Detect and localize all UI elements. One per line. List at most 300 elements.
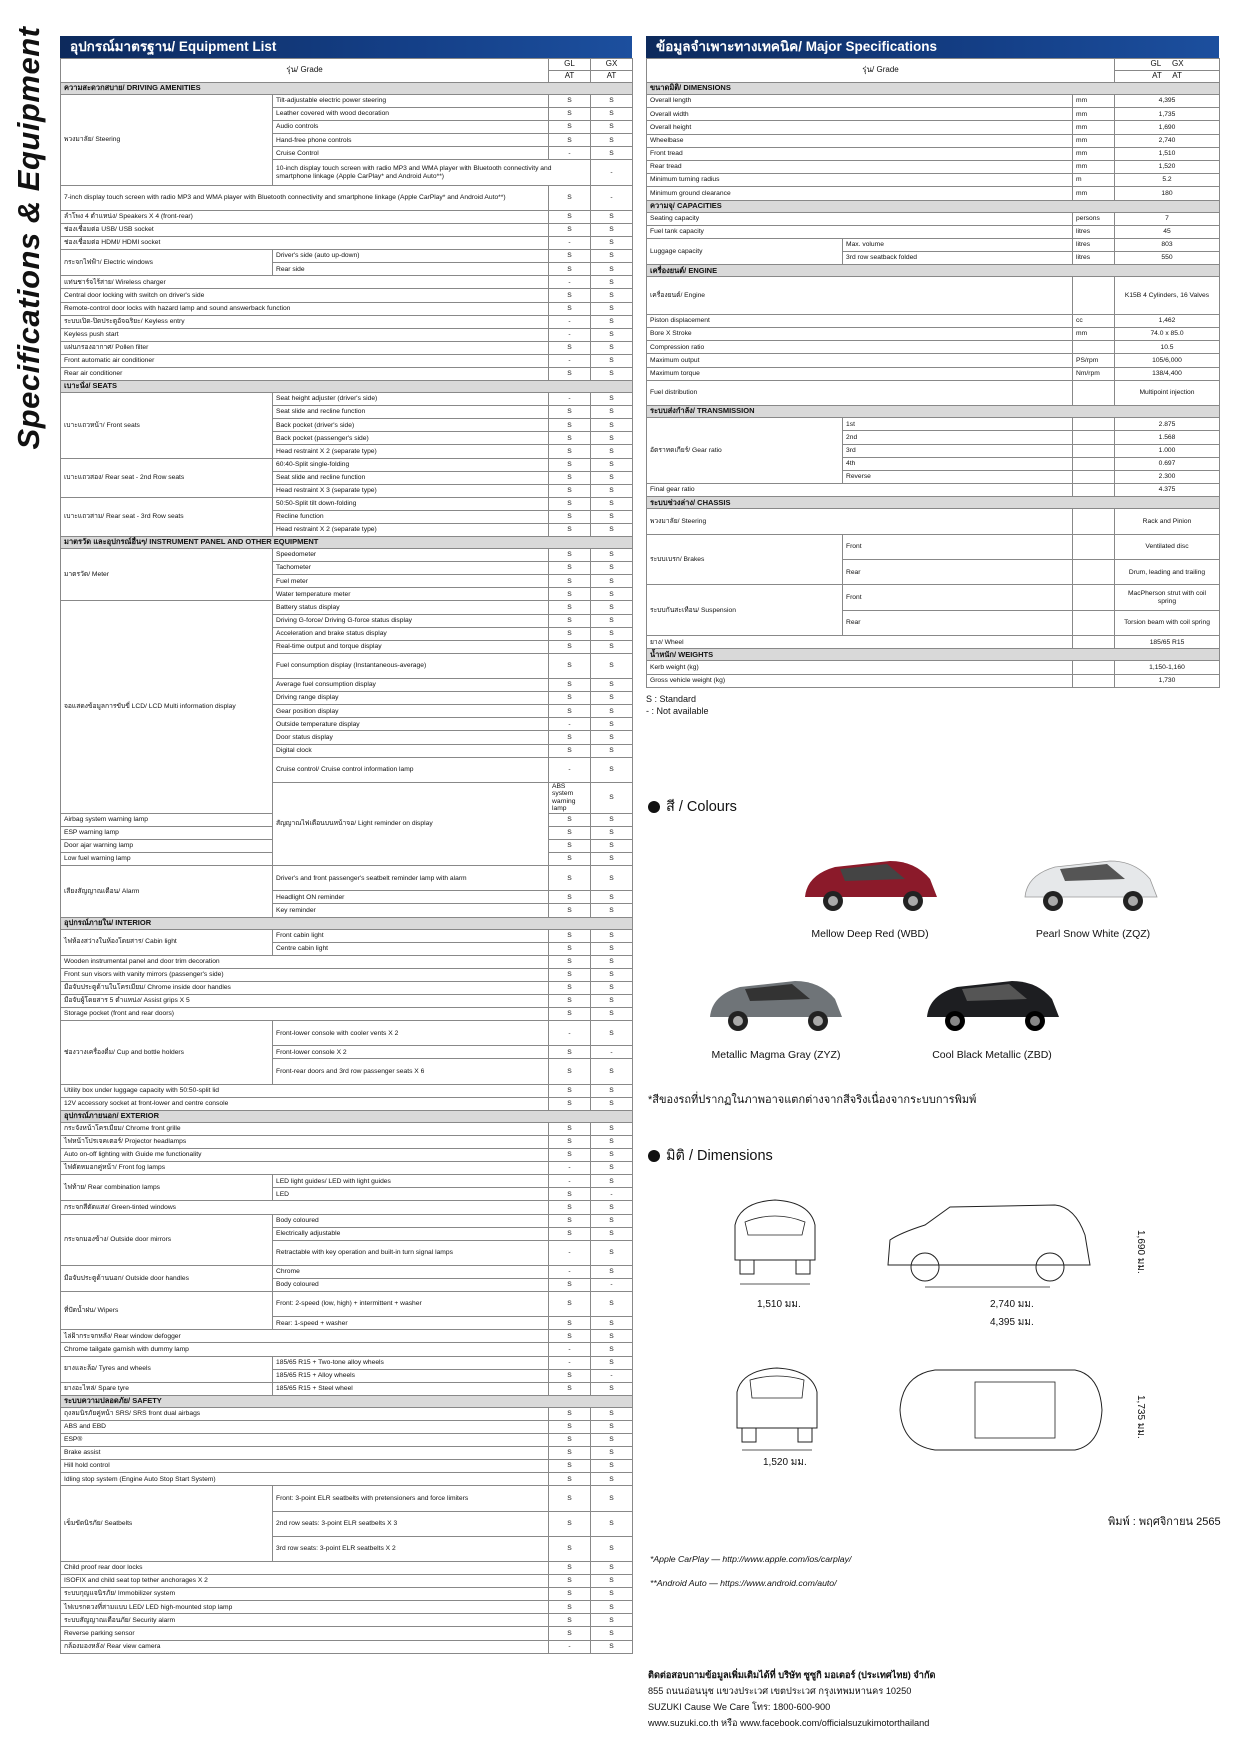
spec-value: Drum, leading and trailing xyxy=(1115,560,1220,585)
gx-value: S xyxy=(591,393,633,406)
spec-label: ยาง/ Wheel xyxy=(647,636,1073,649)
spec-unit xyxy=(1073,585,1115,610)
spec-unit xyxy=(1073,341,1115,354)
feature-group: พวงมาลัย/ Steering xyxy=(61,95,273,186)
feature-label: 7-inch display touch screen with radio MP3 and WMA player with Bluetooth connectivity and smartphone linkage (Apple CarPlay* and Android Auto**) xyxy=(61,185,549,210)
feature-detail: Acceleration and brake status display xyxy=(273,627,549,640)
feature-detail: Tachometer xyxy=(273,562,549,575)
section-row xyxy=(647,83,1220,95)
dim-rear-tread: 1,520 มม. xyxy=(763,1457,807,1468)
feature-detail: Headlight ON reminder xyxy=(273,891,549,904)
feature-detail: ESP warning lamp xyxy=(61,826,273,839)
print-date: พิมพ์ : พฤศจิกายน 2565 xyxy=(1108,1516,1221,1528)
gl-value: S xyxy=(549,302,591,315)
spec-unit xyxy=(1073,470,1115,483)
spec-group: อัตราทดเกียร์/ Gear ratio xyxy=(647,418,843,484)
spec-value: 550 xyxy=(1115,252,1220,265)
table-row xyxy=(61,1640,633,1653)
gx-value: S xyxy=(591,1059,633,1084)
table-row xyxy=(61,1601,633,1614)
table-row xyxy=(61,223,633,236)
spec-unit xyxy=(1073,418,1115,431)
spec-label: Overall width xyxy=(647,108,1073,121)
feature-label: ถุงลมนิรภัยคู่หน้า SRS/ SRS front dual airbags xyxy=(61,1407,549,1420)
gl-value: S xyxy=(549,263,591,276)
gx-value: S xyxy=(591,1149,633,1162)
feature-detail: Head restraint X 2 (separate type) xyxy=(273,524,549,537)
feature-detail: Rear side xyxy=(273,263,549,276)
section-row xyxy=(61,917,633,929)
spec-value: 105/6,000 xyxy=(1115,354,1220,367)
feature-group: ไฟห้องสว่างในห้องโดยสาร/ Cabin light xyxy=(61,929,273,955)
gl-value: S xyxy=(549,1601,591,1614)
spec-unit: mm xyxy=(1073,134,1115,147)
feature-group: มือจับประตูด้านนอก/ Outside door handles xyxy=(61,1265,273,1291)
spec-value: 1,510 xyxy=(1115,147,1220,160)
table-row xyxy=(61,968,633,981)
feature-detail: Airbag system warning lamp xyxy=(61,813,273,826)
gl-value: S xyxy=(549,471,591,484)
bullet-icon xyxy=(648,1150,660,1162)
section-title: ความจุ/ CAPACITIES xyxy=(647,200,1220,212)
gx-value: S xyxy=(591,315,633,328)
feature-detail: Retractable with key operation and built-in turn signal lamps xyxy=(273,1240,549,1265)
table-row xyxy=(61,302,633,315)
dim-width: 1,735 มม. xyxy=(1135,1395,1146,1439)
spec-value: 0.697 xyxy=(1115,457,1220,470)
gx-value: S xyxy=(591,210,633,223)
gl-value: - xyxy=(549,354,591,367)
gl-value: S xyxy=(549,1447,591,1460)
spec-unit: PS/rpm xyxy=(1073,354,1115,367)
feature-group: เข็มขัดนิรภัย/ Seatbelts xyxy=(61,1486,273,1562)
feature-label: Storage pocket (front and rear doors) xyxy=(61,1008,549,1021)
feature-detail: Head restraint X 3 (separate type) xyxy=(273,484,549,497)
gl-value: S xyxy=(549,1059,591,1084)
spec-unit: litres xyxy=(1073,238,1115,251)
gl-value: S xyxy=(549,813,591,826)
gx-value: S xyxy=(591,679,633,692)
gl-value: S xyxy=(549,432,591,445)
gl-value: S xyxy=(549,1486,591,1511)
equipment-banner: อุปกรณ์มาตรฐาน/ Equipment List xyxy=(60,36,632,58)
gl-value: S xyxy=(549,679,591,692)
table-row xyxy=(61,289,633,302)
gx-value: S xyxy=(591,1486,633,1511)
spec-label: Piston displacement xyxy=(647,314,1073,327)
gl-value: - xyxy=(549,393,591,406)
gx-value: S xyxy=(591,354,633,367)
spec-value: 2.875 xyxy=(1115,418,1220,431)
gl-value: S xyxy=(549,367,591,380)
table-row xyxy=(61,1447,633,1460)
gx-value: S xyxy=(591,653,633,678)
gx-value: - xyxy=(591,185,633,210)
grade-gl-sub: AT xyxy=(549,71,591,83)
gl-value: S xyxy=(549,853,591,866)
spec-unit xyxy=(1073,444,1115,457)
table-row xyxy=(647,187,1220,200)
gl-value: S xyxy=(549,627,591,640)
gl-value: S xyxy=(549,121,591,134)
table-row xyxy=(61,1434,633,1447)
gl-value: S xyxy=(549,614,591,627)
spec-unit xyxy=(1073,636,1115,649)
spec-detail: Reverse xyxy=(843,470,1073,483)
colour-label-black: Cool Black Metallic (ZBD) xyxy=(932,1049,1052,1061)
spec-label: Rear tread xyxy=(647,160,1073,173)
side-view-drawing xyxy=(880,1195,1100,1295)
spec-unit: Nm/rpm xyxy=(1073,367,1115,380)
feature-group: ยางและล้อ/ Tyres and wheels xyxy=(61,1356,273,1382)
gx-value: - xyxy=(591,1046,633,1059)
spec-unit: persons xyxy=(1073,212,1115,225)
table-row xyxy=(61,1382,633,1395)
section-row xyxy=(647,265,1220,277)
spec-unit xyxy=(1073,484,1115,497)
gl-value: - xyxy=(549,276,591,289)
legend-na: - : Not available xyxy=(646,705,709,716)
table-row xyxy=(61,1407,633,1420)
table-row xyxy=(647,354,1220,367)
footer-address: 855 ถนนอ่อนนุช แขวงประเวศ เขตประเวศ กรุงเทพมหานคร 10250 xyxy=(648,1686,912,1696)
feature-detail: Seat slide and recline function xyxy=(273,406,549,419)
spec-value: 7 xyxy=(1115,212,1220,225)
footer-contact: ติดต่อสอบถามข้อมูลเพิ่มเติมได้ที่ บริษัท ซูซูกิ มอเตอร์ (ประเทศไทย) จำกัด xyxy=(648,1670,936,1680)
gx-value: S xyxy=(591,108,633,121)
gx-value: S xyxy=(591,1343,633,1356)
gl-value: S xyxy=(549,95,591,108)
gl-value: - xyxy=(549,1640,591,1653)
gx-value: S xyxy=(591,524,633,537)
section-title: เบาะนั่ง/ SEATS xyxy=(61,381,633,393)
spec-label: Compression ratio xyxy=(647,341,1073,354)
gx-value: S xyxy=(591,1382,633,1395)
feature-label: Wooden instrumental panel and door trim decoration xyxy=(61,955,549,968)
gl-value: S xyxy=(549,341,591,354)
colour-label-gray: Metallic Magma Gray (ZYZ) xyxy=(711,1049,841,1061)
gl-value: S xyxy=(549,942,591,955)
car-red xyxy=(795,845,945,925)
section-title: ความสะดวกสบาย/ DRIVING AMENITIES xyxy=(61,83,633,95)
table-row xyxy=(61,1292,633,1317)
gx-value: S xyxy=(591,853,633,866)
table-row xyxy=(61,367,633,380)
feature-detail: Electrically adjustable xyxy=(273,1227,549,1240)
gl-value: S xyxy=(549,1627,591,1640)
gl-value: S xyxy=(549,588,591,601)
spec-value: 1,690 xyxy=(1115,121,1220,134)
gl-value: - xyxy=(549,1265,591,1278)
table-row xyxy=(61,1122,633,1135)
spec-value: 5.2 xyxy=(1115,174,1220,187)
feature-label: Reverse parking sensor xyxy=(61,1627,549,1640)
specs-grade-cols: GL GX xyxy=(1115,59,1220,71)
gl-value: S xyxy=(549,108,591,121)
table-row xyxy=(647,661,1220,674)
spec-unit: mm xyxy=(1073,328,1115,341)
gl-value: - xyxy=(549,328,591,341)
gx-value: S xyxy=(591,510,633,523)
feature-detail: Front-rear doors and 3rd row passenger seats X 6 xyxy=(273,1059,549,1084)
feature-detail: Centre cabin light xyxy=(273,942,549,955)
gl-value: - xyxy=(549,1021,591,1046)
gl-value: S xyxy=(549,1227,591,1240)
spec-value: K15B 4 Cylinders, 16 Valves xyxy=(1115,277,1220,315)
gx-value: S xyxy=(591,1317,633,1330)
table-row xyxy=(61,549,633,562)
top-view-drawing xyxy=(890,1360,1110,1460)
table-row xyxy=(647,418,1220,431)
spec-label: Minimum turning radius xyxy=(647,174,1073,187)
feature-detail: Rear: 1-speed + washer xyxy=(273,1317,549,1330)
table-row xyxy=(61,354,633,367)
grade-gx-sub: AT xyxy=(591,71,633,83)
specs-table xyxy=(646,58,1220,688)
gl-value: S xyxy=(549,1201,591,1214)
feature-detail: Door status display xyxy=(273,731,549,744)
equipment-table xyxy=(60,58,633,1654)
gl-value: S xyxy=(549,839,591,852)
spec-unit: mm xyxy=(1073,147,1115,160)
feature-label: แผ่นกรองอากาศ/ Pollen filter xyxy=(61,341,549,354)
feature-group: ช่องวางเครื่องดื่ม/ Cup and bottle holders xyxy=(61,1021,273,1084)
gl-value: S xyxy=(549,744,591,757)
gx-value: S xyxy=(591,1575,633,1588)
gl-value: S xyxy=(549,1460,591,1473)
gx-value: S xyxy=(591,1175,633,1188)
table-row xyxy=(61,458,633,471)
gl-value: S xyxy=(549,955,591,968)
gx-value: S xyxy=(591,250,633,263)
gx-value: S xyxy=(591,263,633,276)
gx-value: S xyxy=(591,237,633,250)
feature-label: ESP® xyxy=(61,1434,549,1447)
spec-label: Minimum ground clearance xyxy=(647,187,1073,200)
feature-group: กระจกไฟฟ้า/ Electric windows xyxy=(61,250,273,276)
feature-detail: Average fuel consumption display xyxy=(273,679,549,692)
table-row xyxy=(647,277,1220,315)
section-row xyxy=(61,1395,633,1407)
table-row xyxy=(61,1614,633,1627)
table-row xyxy=(61,995,633,1008)
feature-detail: Driving range display xyxy=(273,692,549,705)
gx-value: S xyxy=(591,891,633,904)
gl-value: S xyxy=(549,134,591,147)
spec-label: Fuel tank capacity xyxy=(647,225,1073,238)
spec-unit xyxy=(1073,674,1115,687)
table-row xyxy=(61,1330,633,1343)
feature-detail: Front-lower console X 2 xyxy=(273,1046,549,1059)
table-row xyxy=(61,1486,633,1511)
feature-label: ไฟเบรกดวงที่สามแบบ LED/ LED high-mounted stop lamp xyxy=(61,1601,549,1614)
gx-value: S xyxy=(591,718,633,731)
gx-value: S xyxy=(591,484,633,497)
spec-label: Final gear ratio xyxy=(647,484,1073,497)
spec-value: Torsion beam with coil spring xyxy=(1115,610,1220,635)
gl-value: S xyxy=(549,1278,591,1291)
gx-value: S xyxy=(591,147,633,160)
table-row xyxy=(647,367,1220,380)
feature-detail: LED xyxy=(273,1188,549,1201)
gx-value: S xyxy=(591,614,633,627)
gx-value: S xyxy=(591,575,633,588)
gx-value: - xyxy=(591,1369,633,1382)
feature-detail: Front-lower console with cooler vents X 2 xyxy=(273,1021,549,1046)
spec-unit xyxy=(1073,534,1115,559)
feature-label: Chrome tailgate garnish with dummy lamp xyxy=(61,1343,549,1356)
feature-label: ระบบสัญญาณเตือนภัย/ Security alarm xyxy=(61,1614,549,1627)
gl-value: S xyxy=(549,1511,591,1536)
footer-web[interactable]: www.suzuki.co.th หรือ www.facebook.com/officialsuzukimotorthailand xyxy=(648,1718,930,1728)
feature-group: เบาะแถวสอง/ Rear seat - 2nd Row seats xyxy=(61,458,273,497)
car-white xyxy=(1015,845,1165,925)
table-row xyxy=(61,1627,633,1640)
table-row xyxy=(61,1460,633,1473)
gl-value: S xyxy=(549,601,591,614)
spec-label: Maximum torque xyxy=(647,367,1073,380)
gx-value: S xyxy=(591,1135,633,1148)
footer-phone: SUZUKI Cause We Care โทร: 1800-600-900 xyxy=(648,1702,831,1712)
gx-value: S xyxy=(591,432,633,445)
feature-detail: Seat slide and recline function xyxy=(273,471,549,484)
gl-value: S xyxy=(549,1614,591,1627)
section-title: น้ำหนัก/ WEIGHTS xyxy=(647,649,1220,661)
section-row xyxy=(647,200,1220,212)
gx-value: S xyxy=(591,223,633,236)
table-row xyxy=(61,1135,633,1148)
section-title: อุปกรณ์ภายใน/ INTERIOR xyxy=(61,917,633,929)
gl-value: S xyxy=(549,1292,591,1317)
feature-label: ระบบกุญแจนิรภัย/ Immobilizer system xyxy=(61,1588,549,1601)
equipment-list xyxy=(60,36,632,1654)
feature-detail: Fuel consumption display (Instantaneous-average) xyxy=(273,653,549,678)
feature-detail: Hand-free phone controls xyxy=(273,134,549,147)
feature-group: ยางอะไหล่/ Spare tyre xyxy=(61,1382,273,1395)
gx-value: S xyxy=(591,1097,633,1110)
side-title-text: Specifications & Equipment xyxy=(11,26,46,450)
gl-value: S xyxy=(549,1407,591,1420)
feature-detail: Battery status display xyxy=(273,601,549,614)
gx-value: S xyxy=(591,445,633,458)
spec-detail: Rear xyxy=(843,610,1073,635)
feature-detail: 2nd row seats: 3-point ELR seatbelts X 3 xyxy=(273,1511,549,1536)
table-row xyxy=(61,601,633,614)
gl-value: - xyxy=(549,1175,591,1188)
feature-group: ไฟท้าย/ Rear combination lamps xyxy=(61,1175,273,1201)
gl-value: S xyxy=(549,419,591,432)
gx-value: S xyxy=(591,826,633,839)
gl-value: S xyxy=(549,1473,591,1486)
colour-label-red: Mellow Deep Red (WBD) xyxy=(811,928,929,940)
legend-standard: S : Standard xyxy=(646,693,697,704)
gx-value: S xyxy=(591,419,633,432)
spec-value: 1,730 xyxy=(1115,674,1220,687)
gl-value: - xyxy=(549,1240,591,1265)
table-row xyxy=(647,636,1220,649)
major-specifications xyxy=(646,36,1219,717)
spec-unit: litres xyxy=(1073,225,1115,238)
spec-group: ระบบกันสะเทือน/ Suspension xyxy=(647,585,843,636)
feature-label: Auto on-off lighting with Guide me functionality xyxy=(61,1149,549,1162)
gx-value: S xyxy=(591,367,633,380)
feature-group: สัญญาณไฟเตือนบนหน้าจอ/ Light reminder on display xyxy=(273,782,549,865)
table-row xyxy=(61,1149,633,1162)
gx-value: S xyxy=(591,95,633,108)
spec-value: 10.5 xyxy=(1115,341,1220,354)
feature-detail: Audio controls xyxy=(273,121,549,134)
spec-unit xyxy=(1073,509,1115,534)
spec-value: 1,520 xyxy=(1115,160,1220,173)
gl-value: - xyxy=(549,1343,591,1356)
feature-label: Keyless push start xyxy=(61,328,549,341)
spec-detail: Front xyxy=(843,585,1073,610)
colour-label-white: Pearl Snow White (ZQZ) xyxy=(1035,928,1151,940)
table-row xyxy=(61,210,633,223)
spec-value: 74.0 x 85.0 xyxy=(1115,328,1220,341)
section-row xyxy=(647,649,1220,661)
gl-value: S xyxy=(549,826,591,839)
spec-unit: m xyxy=(1073,174,1115,187)
feature-group: เสียงสัญญาณเตือน/ Alarm xyxy=(61,866,273,917)
dimensions-heading: มิติ / Dimensions xyxy=(648,1144,773,1167)
feature-label: กระจังหน้าโครเมียม/ Chrome front grille xyxy=(61,1122,549,1135)
gx-value: S xyxy=(591,601,633,614)
table-row xyxy=(647,108,1220,121)
gx-value: S xyxy=(591,302,633,315)
gl-value: S xyxy=(549,210,591,223)
spec-unit xyxy=(1073,560,1115,585)
spec-detail: 3rd xyxy=(843,444,1073,457)
gl-value: S xyxy=(549,497,591,510)
table-row xyxy=(61,866,633,891)
section-title: เครื่องยนต์/ ENGINE xyxy=(647,265,1220,277)
gl-value: S xyxy=(549,1046,591,1059)
table-row xyxy=(647,674,1220,687)
feature-group: กระจกมองข้าง/ Outside door mirrors xyxy=(61,1214,273,1265)
dim-length: 4,395 มม. xyxy=(990,1317,1034,1328)
side-title xyxy=(6,28,52,448)
table-row xyxy=(61,929,633,942)
gl-value: S xyxy=(549,1084,591,1097)
table-row xyxy=(61,1008,633,1021)
table-row xyxy=(61,1175,633,1188)
gl-value: - xyxy=(549,237,591,250)
spec-group: Luggage capacity xyxy=(647,238,843,264)
car-black xyxy=(917,965,1067,1045)
feature-label: Front sun visors with vanity mirrors (passenger's side) xyxy=(61,968,549,981)
feature-detail: Outside temperature display xyxy=(273,718,549,731)
gx-value: S xyxy=(591,904,633,917)
gx-value: S xyxy=(591,731,633,744)
gl-value: S xyxy=(549,549,591,562)
table-row xyxy=(647,585,1220,610)
section-row xyxy=(61,1110,633,1122)
feature-detail: Body coloured xyxy=(273,1214,549,1227)
feature-label: มือจับประตูด้านในโครเมียม/ Chrome inside door handles xyxy=(61,981,549,994)
feature-label: ไล่ฝ้ากระจกหลัง/ Rear window defogger xyxy=(61,1330,549,1343)
spec-value: 1,150-1,160 xyxy=(1115,661,1220,674)
section-row xyxy=(61,381,633,393)
feature-label: ABS and EBD xyxy=(61,1420,549,1433)
gx-value: S xyxy=(591,1447,633,1460)
gl-value: S xyxy=(549,445,591,458)
gx-value: S xyxy=(591,458,633,471)
table-row xyxy=(61,393,633,406)
section-row xyxy=(61,537,633,549)
feature-detail: 185/65 R15 + Steel wheel xyxy=(273,1382,549,1395)
table-row xyxy=(61,981,633,994)
